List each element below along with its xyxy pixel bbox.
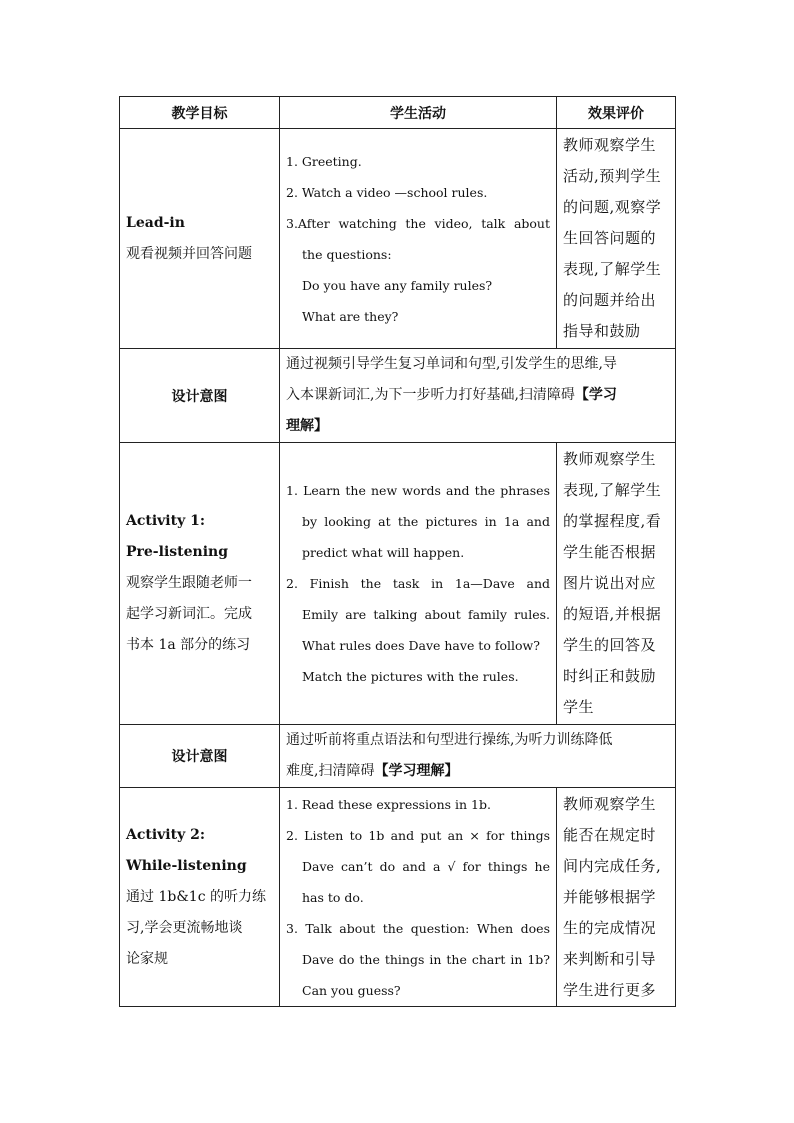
activity-1-goal <box>120 443 280 725</box>
eval-line: 的问题,观察学 <box>563 198 662 216</box>
design-intent-text-1 <box>280 349 676 443</box>
activity-2-item: 3. Talk about the question: When does <box>286 920 550 936</box>
intent-text: 难度,扫清障碍 <box>286 763 375 779</box>
eval-line: 指导和鼓励 <box>563 322 641 340</box>
eval-line: 并能够根据学 <box>563 887 657 906</box>
activity-2-item: Dave can’t do and a √ for things he <box>302 858 550 874</box>
eval-line: 时纠正和鼓励 <box>563 667 657 685</box>
activity-1-desc: 观察学生跟随老师一 <box>126 575 252 591</box>
eval-line: 教师观察学生 <box>563 794 657 813</box>
activity-2-title: Activity 2: <box>126 826 206 843</box>
eval-line: 学生的回答及 <box>563 636 657 654</box>
design-intent-row-1 <box>120 349 676 443</box>
eval-line: 来判断和引导 <box>563 949 657 968</box>
lead-in-item: Do you have any family rules? <box>302 277 493 293</box>
eval-line: 表现,了解学生 <box>563 260 662 278</box>
eval-line: 学生能否根据 <box>563 543 657 561</box>
activity-1-item: by looking at the pictures in 1a and <box>302 514 550 529</box>
eval-line: 的短语,并根据 <box>563 605 662 623</box>
lesson-plan-table <box>119 96 676 1007</box>
header-row <box>120 97 676 129</box>
lead-in-title-en: Lead-in <box>126 214 185 231</box>
eval-line: 的问题并给出 <box>563 291 657 309</box>
intent-tag: 【学习理解】 <box>374 763 459 779</box>
intent-tag: 理解】 <box>286 418 328 434</box>
lead-in-row <box>120 129 676 349</box>
activity-1-desc: 起学习新词汇。完成 <box>126 606 252 622</box>
activity-2-subtitle: While-listening <box>126 857 247 874</box>
design-intent-label: 设计意图 <box>120 725 280 788</box>
activity-2-item: 2. Listen to 1b and put an × for things <box>286 827 550 843</box>
activity-1-item: 2. Finish the task in 1a—Dave and <box>286 576 550 591</box>
intent-tag: 【学习 <box>574 387 617 403</box>
activity-1-desc: 书本 1a 部分的练习 <box>126 637 251 653</box>
lead-in-goal <box>120 129 280 349</box>
header-activity: 学生活动 <box>280 97 557 129</box>
intent-line: 通过视频引导学生复习单词和句型,引发学生的思维,导 <box>286 356 617 372</box>
design-intent-text-2 <box>280 725 676 788</box>
activity-2-row <box>120 788 676 1007</box>
activity-1-item: predict what will happen. <box>302 545 465 560</box>
lead-in-activities <box>280 129 557 349</box>
activity-1-item: What rules does Dave have to follow? <box>302 638 540 653</box>
eval-line: 间内完成任务, <box>563 856 662 875</box>
activity-2-item: has to do. <box>302 889 364 905</box>
lead-in-title-cn: 观看视频并回答问题 <box>126 245 252 262</box>
lead-in-evaluation <box>557 129 676 349</box>
activity-2-item: 1. Read these expressions in 1b. <box>286 796 491 812</box>
eval-line: 能否在规定时 <box>563 825 657 844</box>
lead-in-item: 1. Greeting. <box>286 153 362 169</box>
design-intent-label: 设计意图 <box>120 349 280 443</box>
design-intent-row-2 <box>120 725 676 788</box>
eval-line: 教师观察学生 <box>563 136 657 154</box>
activity-2-goal <box>120 788 280 1007</box>
activity-2-activities <box>280 788 557 1007</box>
intent-line <box>286 380 669 411</box>
intent-line <box>286 756 669 787</box>
activity-2-item: Dave do the things in the chart in 1b? <box>302 951 550 967</box>
activity-2-evaluation <box>557 788 676 1007</box>
activity-2-item: Can you guess? <box>302 982 401 998</box>
activity-1-title: Activity 1: <box>126 513 206 529</box>
activity-2-desc: 习,学会更流畅地谈 <box>126 919 243 936</box>
eval-line: 生回答问题的 <box>563 229 657 247</box>
activity-1-evaluation <box>557 443 676 725</box>
intent-text: 入本课新词汇,为下一步听力打好基础,扫清障碍 <box>286 387 575 403</box>
activity-2-desc: 论家规 <box>126 950 168 967</box>
activity-2-desc: 通过 1b&1c 的听力练 <box>126 888 266 905</box>
activity-1-subtitle: Pre-listening <box>126 544 228 560</box>
eval-line: 活动,预判学生 <box>563 167 662 185</box>
eval-line: 学生 <box>563 698 595 716</box>
activity-1-item: Match the pictures with the rules. <box>302 669 519 684</box>
activity-1-activities <box>280 443 557 725</box>
eval-line: 生的完成情况 <box>563 918 657 937</box>
lead-in-item: What are they? <box>302 308 399 324</box>
activity-1-item: Emily are talking about family rules. <box>302 607 550 622</box>
activity-1-row <box>120 443 676 725</box>
eval-line: 学生进行更多 <box>563 980 657 999</box>
activity-1-item: 1. Learn the new words and the phrases <box>286 483 550 498</box>
lead-in-item: 3.After watching the video, talk about <box>286 215 550 231</box>
lead-in-item: the questions: <box>302 246 392 262</box>
eval-line: 表现,了解学生 <box>563 481 662 499</box>
intent-line: 通过听前将重点语法和句型进行操练,为听力训练降低 <box>286 732 613 748</box>
lead-in-item: 2. Watch a video —school rules. <box>286 184 488 200</box>
eval-line: 图片说出对应 <box>563 574 657 592</box>
eval-line: 的掌握程度,看 <box>563 512 662 530</box>
header-goal: 教学目标 <box>120 97 280 129</box>
eval-line: 教师观察学生 <box>563 450 657 468</box>
header-evaluation: 效果评价 <box>557 97 676 129</box>
